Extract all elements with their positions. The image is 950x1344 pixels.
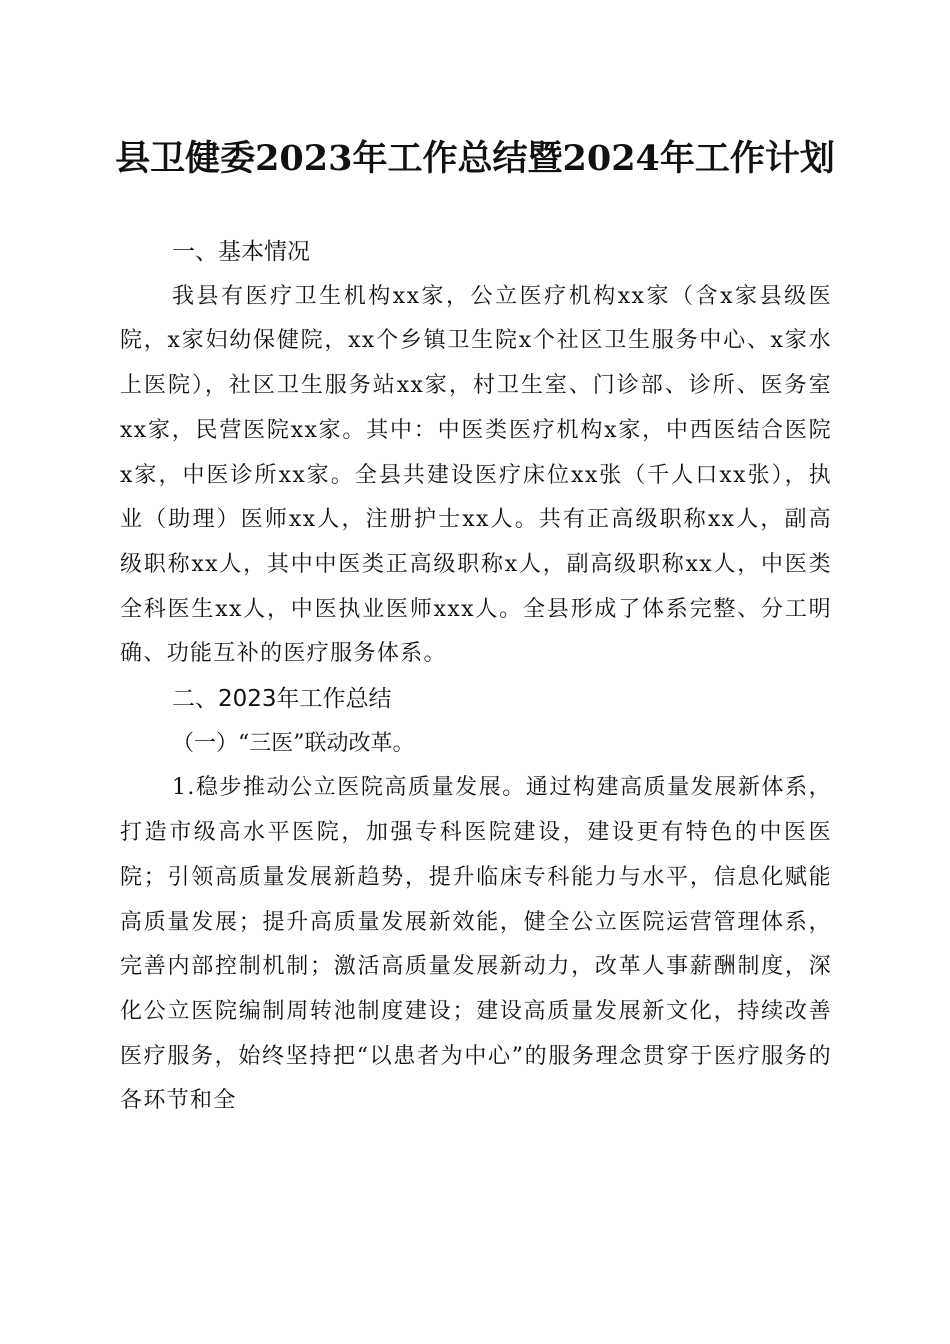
- subheading-three-medical-reform: （一）“三医”联动改革。: [172, 730, 415, 756]
- public-hospital-development-paragraph: 1.稳步推动公立医院高质量发展。通过构建高质量发展新体系，打造市级高水平医院，加强专科医院建设，建设更有特色的中医医院；引领高质量发展新趋势，提升临床专科能力与水平，信息化赋能高质量发展；提升高质量发展新效能，健全公立医院运营管理体系，完善内部控制机制；激活高质量发展新动力，改革人事薪酬制度，深化公立医院编制周转池制度建设；建设高质量发展新文化，持续改善医疗服务，始终坚持把“以患者为中心”的服务理念贯穿于医疗服务的各环节和全: [120, 775, 832, 1114]
- document-body: [120, 230, 832, 1124]
- basic-situation-paragraph: 我县有医疗卫生机构xx家，公立医疗机构xx家（含x家县级医院，x家妇幼保健院，xx个乡镇卫生院x个社区卫生服务中心、x家水上医院），社区卫生服务站xx家，村卫生室、门诊部、诊所、医务室xx家，民营医院xx家。其中：中医类医疗机构x家，中西医结合医院x家，中医诊所xx家。全县共建设医疗床位xx张（千人口xx张），执业（助理）医师xx人，注册护士xx人。共有正高级职称xx人，副高级职称xx人，其中中医类正高级职称x人，副高级职称xx人，中医类全科医生xx人，中医执业医师xxx人。全县形成了体系完整、分工明确、功能互补的医疗服务体系。: [120, 283, 832, 667]
- document-title: 县卫健委2023年工作总结暨2024年工作计划: [115, 138, 835, 179]
- section-heading-basic-situation: 一、基本情况: [172, 239, 310, 265]
- section-heading-2023-summary: 二、2023年工作总结: [172, 686, 392, 713]
